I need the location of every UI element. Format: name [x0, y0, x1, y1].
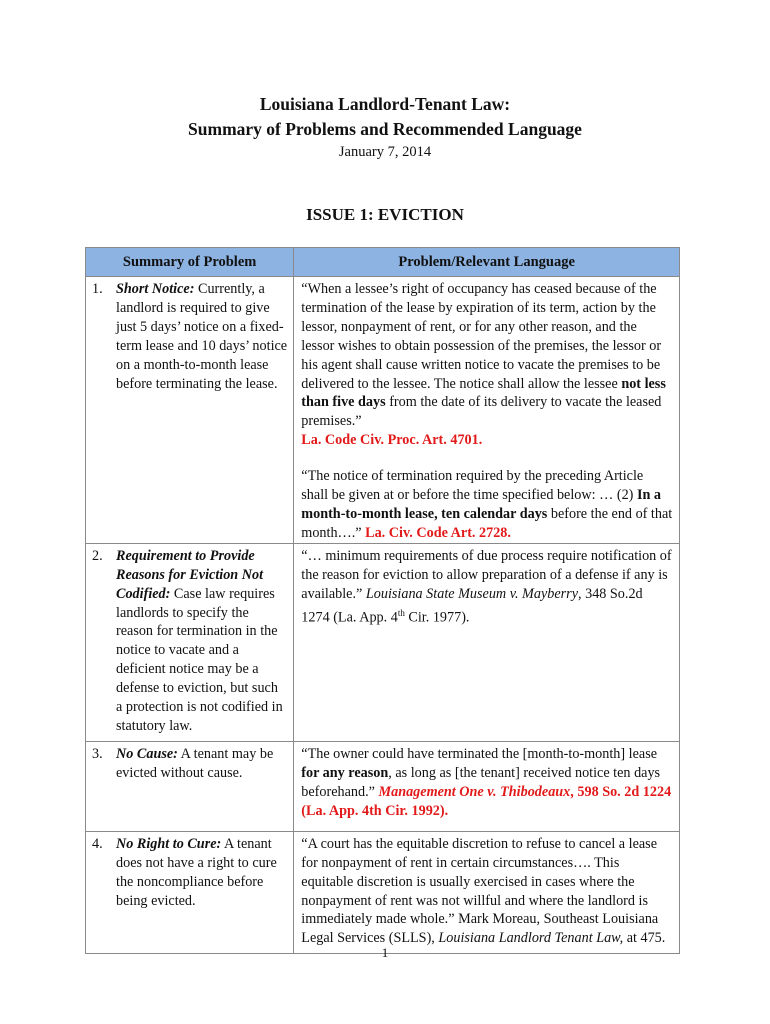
language-cell [294, 277, 680, 544]
book-title: Louisiana Landlord Tenant Law, [438, 930, 624, 947]
language-cell [294, 741, 680, 831]
quote-text: “A court has the equitable discretion to refuse to cancel a lease for nonpayment of rent in certain circumstances…. This equitable discretion is usually exercised in cases where the nonpayment of rent was not willful and where the landlord is immediately made whole.” Mark Moreau, Southeast Louisiana Legal Services (SLLS), [301, 835, 659, 947]
quote-tail: , as long as [the tenant] received notice ten days beforehand.” [301, 764, 661, 800]
column-header-summary: Summary of Problem [86, 248, 294, 277]
summary-cell [86, 543, 294, 741]
language-cell [294, 831, 680, 953]
summary-text: A tenant does not have a right to cure the noncompliance before being evicted. [116, 835, 277, 909]
table-row [86, 831, 680, 953]
table-header-row [86, 248, 680, 277]
summary-title: No Cause: [116, 745, 178, 762]
item-number: 3. [92, 745, 103, 762]
column-header-language: Problem/Relevant Language [294, 248, 680, 277]
document-title-line-1: Louisiana Landlord-Tenant Law: [259, 94, 511, 114]
summary-cell [86, 277, 294, 544]
quote-tail: at 475. [623, 930, 666, 947]
table-row [86, 277, 680, 544]
quote-text: “The owner could have terminated the [month-to-month] lease [301, 745, 658, 762]
quote-text: “… minimum requirements of due process require notification of the reason for eviction to allow preparation of a defense if any is available.” [301, 547, 672, 602]
page-number: 1 [381, 945, 389, 960]
quote-tail: before the end of that month….” [301, 505, 673, 541]
summary-text: A tenant may be evicted without cause. [116, 745, 274, 781]
issue-heading: ISSUE 1: EVICTION [306, 205, 464, 224]
document-date: January 7, 2014 [338, 144, 432, 160]
summary-title: Short Notice: [116, 281, 195, 297]
quote-end: Cir. 1977). [404, 609, 470, 626]
quote-bold: In a month-to-month lease, ten calendar days [301, 487, 662, 522]
quote-tail: from the date of its delivery to vacate the leased premises.” [301, 394, 662, 430]
language-cell [294, 543, 680, 741]
item-number: 4. [92, 835, 103, 852]
quote-bold: not less than five days [301, 375, 666, 411]
item-number: 1. [92, 281, 103, 297]
summary-title: No Right to Cure: [116, 835, 222, 852]
quote-tail: , 348 So.2d 1274 (La. App. 4 [301, 585, 643, 626]
summary-cell [86, 741, 294, 831]
summary-text: Currently, a landlord is required to give just 5 days’ notice on a fixed-term lease and 10 days’ notice on a month-to-month lease before terminating the lease. [116, 281, 288, 392]
case-name: Louisiana State Museum v. Mayberry [365, 585, 578, 602]
summary-cell [86, 831, 294, 953]
quote-text: “The notice of termination required by the preceding Article shall be given at or before the time specified below: … (2) [301, 468, 644, 504]
quote-bold: for any reason [301, 764, 389, 781]
issues-table [85, 247, 680, 954]
table-row [86, 741, 680, 831]
superscript: th [397, 607, 405, 618]
item-number: 2. [92, 547, 103, 564]
citation: La. Code Civ. Proc. Art. 4701. [301, 432, 483, 449]
summary-text: Case law requires landlords to specify the reason for termination in the notice to vacate and a deficient notice may be a defense to eviction, but such a protection is not codified in statutory law. [116, 585, 283, 734]
table-row [86, 543, 680, 741]
citation: La. Civ. Code Art. 2728. [365, 524, 511, 541]
quote-text: “When a lessee’s right of occupancy has ceased because of the termination of the lease by expiration of its term, action by the lessor, nonpayment of rent, or for any other reason, and the lessor wishes to obtain possession of the premises, the lessor or his agent shall cause written notice to vacate the premises to be delivered to the lessee. The notice shall allow the lessee [301, 281, 662, 392]
summary-title: Requirement to Provide Reasons for Eviction Not Codified: [116, 547, 264, 602]
document-title-line-2: Summary of Problems and Recommended Language [188, 119, 582, 139]
citation: , 598 So. 2d 1224 (La. App. 4th Cir. 1992). [301, 783, 672, 819]
case-name: Management One v. Thibodeaux [378, 783, 571, 800]
